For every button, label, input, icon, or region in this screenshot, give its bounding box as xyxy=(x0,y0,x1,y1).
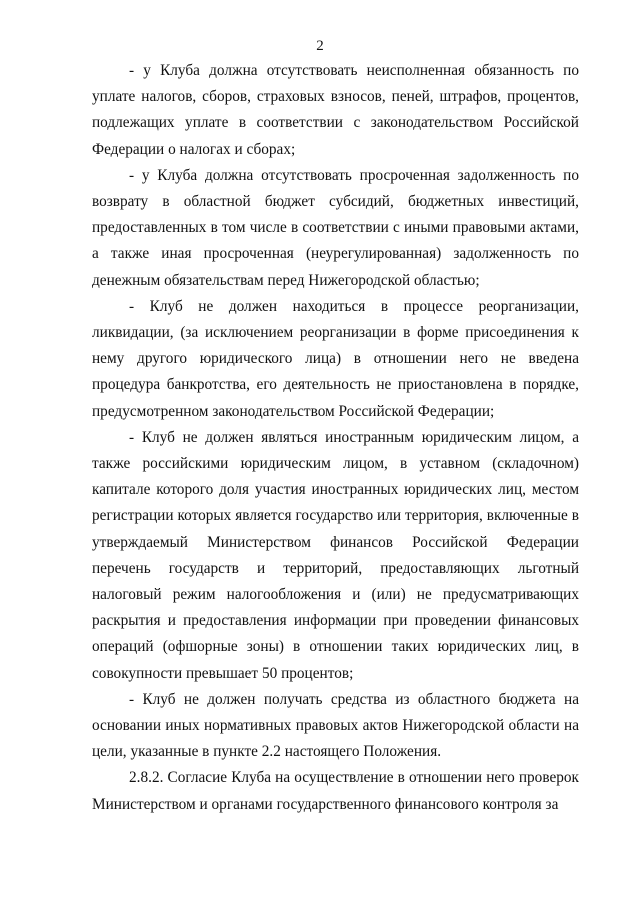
paragraph-consent-audits: 2.8.2. Согласие Клуба на осуществление в отношении него проверок Министерством и органами государственного финансового контроля за xyxy=(92,769,579,813)
page-number: 2 xyxy=(316,38,324,54)
paragraph-budget-funds: - Клуб не должен получать средства из областного бюджета на основании иных нормативных правовых актов Нижегородской области на цели, указанные в пункте 2.2 настоящего Положения. xyxy=(92,690,579,761)
paragraph-foreign-entity: - Клуб не должен являться иностранным юридическим лицом, а также российскими юридическим лицом, в уставном (складочном) капитале которого доля участия иностранных юридических лиц, местом регистрации которых является государство или территория, включенные в утверждаемый Министерством финансов Российской Федерации перечень государств и территорий, предоставляющих льготный налоговый режим налогообложения и (или) не предусматривающих раскрытия и предоставления информации при проведении финансовых операций (офшорные зоны) в отношении таких юридических лиц, в совокупности превышает 50 процентов; xyxy=(92,428,579,682)
paragraph-reorganization: - Клуб не должен находиться в процессе реорганизации, ликвидации, (за исключением реорганизации в форме присоединения к нему другого юридического лица) в отношении него не введена процедура банкротства, его деятельность не приостановлена в порядке, предусмотренном законодательством Российской Федерации; xyxy=(92,297,579,420)
document-body xyxy=(92,58,579,818)
paragraph-overdue-debt: - у Клуба должна отсутствовать просроченная задолженность по возврату в областной бюджет субсидий, бюджетных инвестиций, предоставленных в том числе в соответствии с иными правовыми актами, а также иная просроченная (неурегулированная) задолженность по денежным обязательствам перед Нижегородской областью; xyxy=(92,166,579,289)
paragraph-tax-obligations: - у Клуба должна отсутствовать неисполненная обязанность по уплате налогов, сборов, страховых взносов, пеней, штрафов, процентов, подлежащих уплате в соответствии с законодательством Российской Федерации о налогах и сборах; xyxy=(92,62,579,158)
